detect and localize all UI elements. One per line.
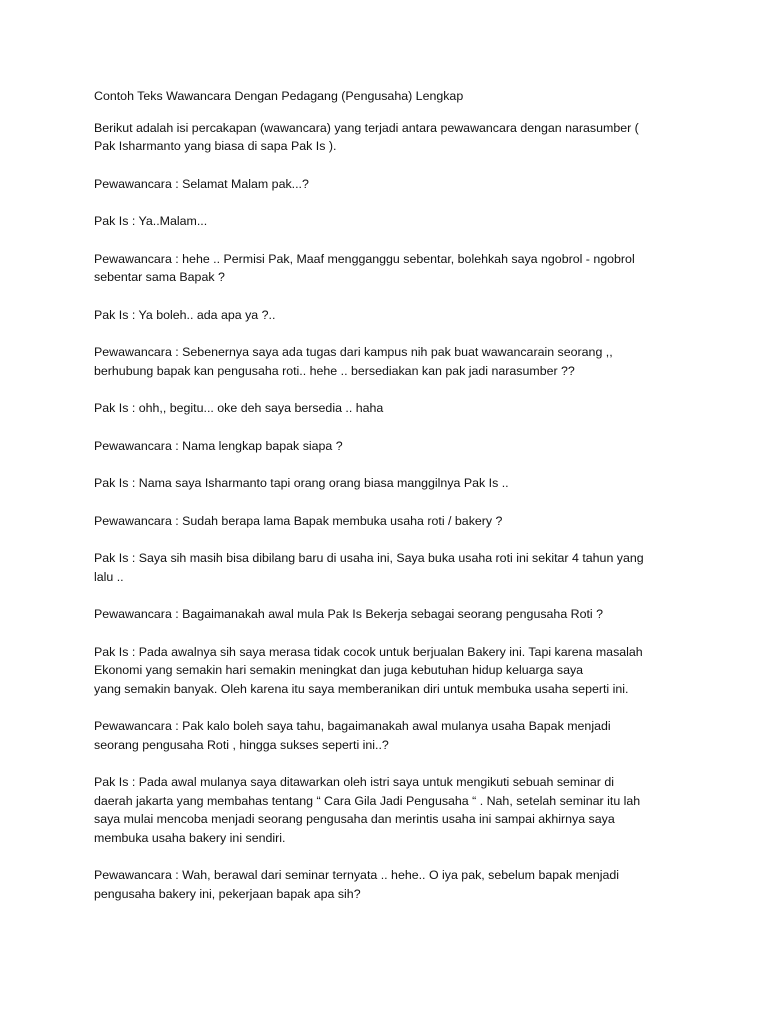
- paragraph-line: membuka usaha bakery ini sendiri.: [94, 830, 286, 845]
- paragraph-line: daerah jakarta yang membahas tentang “ Cara Gila Jadi Pengusaha “ . Nah, setelah seminar itu lah: [94, 793, 641, 808]
- document-body: [94, 87, 694, 922]
- dialogue-paragraph: [94, 717, 694, 754]
- dialogue-paragraph: [94, 474, 694, 493]
- paragraph-line: Pak Isharmanto yang biasa di sapa Pak Is ).: [94, 139, 337, 153]
- paragraph-line: saya mulai mencoba menjadi seorang pengusaha dan merintis usaha ini sampai akhirnya saya: [94, 812, 615, 826]
- paragraph-line: Pak Is : Saya sih masih bisa dibilang baru di usaha ini, Saya buka usaha roti ini sekitar 4 tahun yang: [94, 551, 644, 565]
- dialogue-paragraph: [94, 512, 694, 531]
- dialogue-paragraph: [94, 437, 694, 456]
- document-title: Contoh Teks Wawancara Dengan Pedagang (Pengusaha) Lengkap: [94, 89, 464, 103]
- dialogue-paragraph: [94, 773, 694, 847]
- paragraph-line: Pewawancara : Selamat Malam pak...?: [94, 176, 309, 191]
- paragraph-list: [94, 119, 694, 904]
- dialogue-paragraph: [94, 343, 694, 380]
- dialogue-paragraph: [94, 175, 694, 194]
- paragraph-line: Berikut adalah isi percakapan (wawancara) yang terjadi antara pewawancara dengan narasumber (: [94, 120, 639, 135]
- paragraph-line: seorang pengusaha Roti , hingga sukses seperti ini..?: [94, 737, 389, 752]
- paragraph-line: Pak Is : Pada awalnya sih saya merasa tidak cocok untuk berjualan Bakery ini. Tapi karena masalah: [94, 644, 643, 659]
- paragraph-line: Pewawancara : Nama lengkap bapak siapa ?: [94, 438, 343, 453]
- paragraph-line: Ekonomi yang semakin hari semakin meningkat dan juga kebutuhan hidup keluarga saya: [94, 663, 584, 677]
- dialogue-paragraph: [94, 643, 694, 699]
- paragraph-line: yang semakin banyak. Oleh karena itu saya memberanikan diri untuk membuka usaha seperti ini.: [94, 681, 629, 696]
- paragraph-line: Pak Is : Ya boleh.. ada apa ya ?..: [94, 307, 276, 322]
- paragraph-line: sebentar sama Bapak ?: [94, 270, 225, 284]
- dialogue-paragraph: [94, 119, 694, 156]
- dialogue-paragraph: [94, 549, 694, 586]
- paragraph-line: Pak Is : Nama saya Isharmanto tapi orang orang biasa manggilnya Pak Is ..: [94, 476, 509, 490]
- paragraph-line: Pak Is : Pada awal mulanya saya ditawarkan oleh istri saya untuk mengikuti sebuah seminar di: [94, 775, 614, 789]
- paragraph-line: Pak Is : Ya..Malam...: [94, 214, 208, 228]
- dialogue-paragraph: [94, 866, 694, 903]
- dialogue-paragraph: [94, 399, 694, 418]
- paragraph-line: Pewawancara : Sebenernya saya ada tugas dari kampus nih pak buat wawancarain seorang ,,: [94, 345, 613, 359]
- paragraph-line: Pak Is : ohh,, begitu... oke deh saya bersedia .. haha: [94, 401, 384, 415]
- dialogue-paragraph: [94, 306, 694, 325]
- paragraph-line: berhubung bapak kan pengusaha roti.. hehe .. bersediakan kan pak jadi narasumber ??: [94, 363, 575, 378]
- dialogue-paragraph: [94, 212, 694, 231]
- dialogue-paragraph: [94, 250, 694, 287]
- paragraph-line: Pewawancara : hehe .. Permisi Pak, Maaf mengganggu sebentar, bolehkah saya ngobrol - ngobrol: [94, 251, 635, 266]
- paragraph-line: Pewawancara : Pak kalo boleh saya tahu, bagaimanakah awal mulanya usaha Bapak menjadi: [94, 719, 611, 733]
- dialogue-paragraph: [94, 605, 694, 624]
- paragraph-line: Pewawancara : Bagaimanakah awal mula Pak Is Bekerja sebagai seorang pengusaha Roti ?: [94, 607, 604, 621]
- paragraph-line: Pewawancara : Wah, berawal dari seminar ternyata .. hehe.. O iya pak, sebelum bapak menjadi: [94, 868, 620, 882]
- paragraph-line: lalu ..: [94, 569, 124, 584]
- paragraph-line: Pewawancara : Sudah berapa lama Bapak membuka usaha roti / bakery ?: [94, 513, 503, 528]
- paragraph-line: pengusaha bakery ini, pekerjaan bapak apa sih?: [94, 886, 361, 901]
